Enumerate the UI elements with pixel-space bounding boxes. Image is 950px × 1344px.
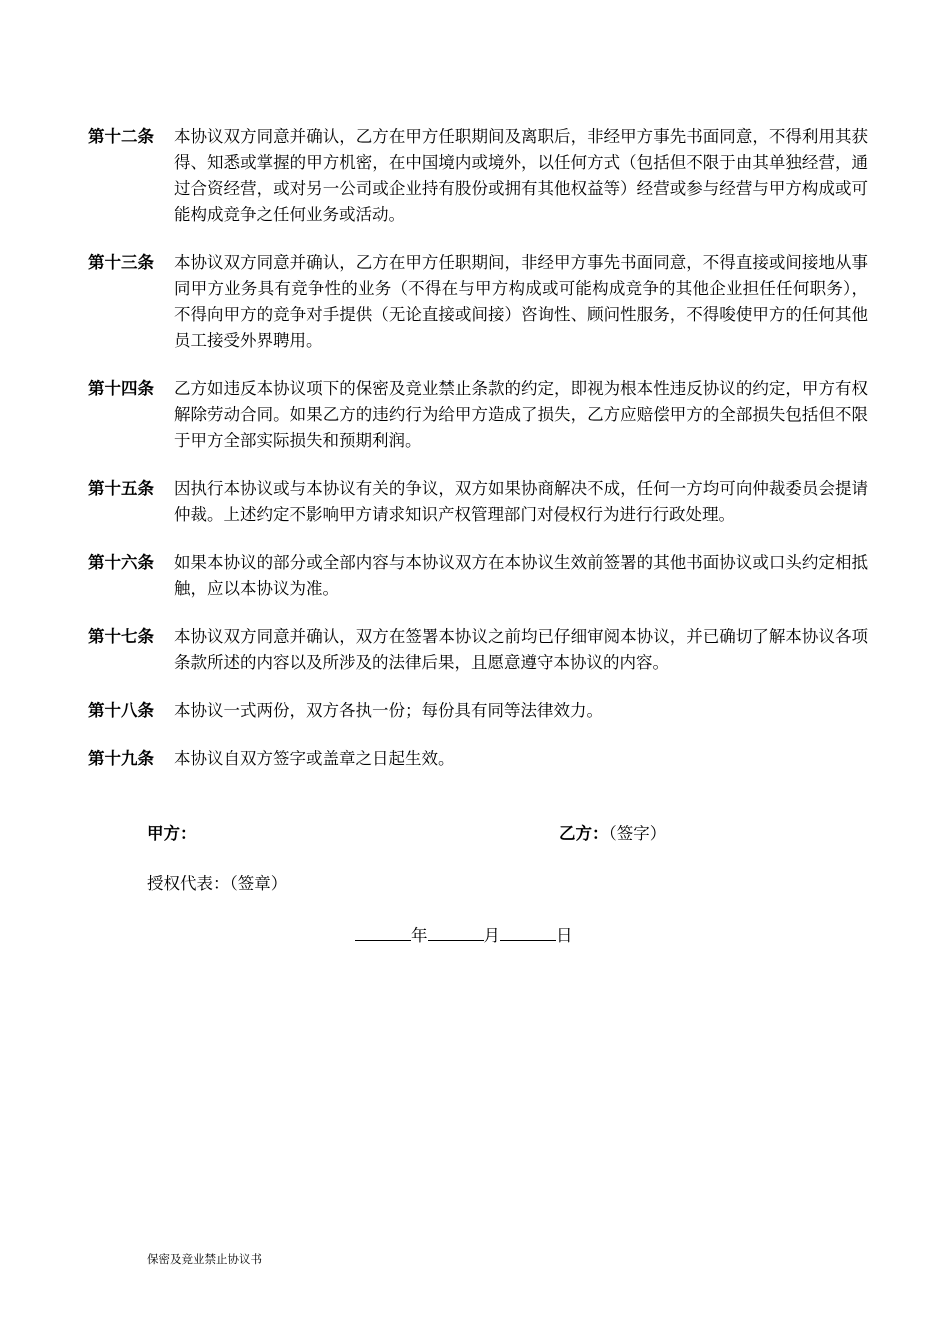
clause-number: 第十五条 <box>88 479 154 498</box>
party-a-label: 甲方： <box>147 824 197 843</box>
clause-number: 第十八条 <box>88 701 154 720</box>
clause-text: 如果本协议的部分或全部内容与本协议双方在本协议生效前签署的其他书面协议或口头约定相抵触，应以本协议为准。 <box>174 553 868 598</box>
party-a-signature <box>147 821 197 847</box>
clause-16 <box>88 550 868 602</box>
clause-text: 本协议双方同意并确认，乙方在甲方任职期间，非经甲方事先书面同意，不得直接或间接地从事同甲方业务具有竞争性的业务（不得在与甲方构成或可能构成竞争的其他企业担任任何职务），不得向甲方的竞争对手提供（无论直接或间接）咨询性、顾问性服务，不得唆使甲方的任何其他员工接受外界聘用。 <box>174 253 868 350</box>
clause-text: 本协议双方同意并确认，双方在签署本协议之前均已仔细审阅本协议，并已确切了解本协议各项条款所述的内容以及所涉及的法律后果，且愿意遵守本协议的内容。 <box>174 627 868 672</box>
signing-date <box>355 920 573 949</box>
day-blank <box>500 920 556 941</box>
clause-17 <box>88 624 868 676</box>
clause-number: 第十四条 <box>88 379 154 398</box>
clause-text: 因执行本协议或与本协议有关的争议，双方如果协商解决不成，任何一方均可向仲裁委员会提请仲裁。上述约定不影响甲方请求知识产权管理部门对侵权行为进行行政处理。 <box>174 479 868 524</box>
party-b-note: （签字） <box>608 824 667 843</box>
clause-number: 第十九条 <box>88 749 154 768</box>
year-blank <box>355 920 411 941</box>
party-b-label: 乙方： <box>559 824 609 843</box>
clause-number: 第十七条 <box>88 627 154 646</box>
clause-number: 第十二条 <box>88 127 154 146</box>
month-blank <box>428 920 484 941</box>
day-label: 日 <box>556 926 573 945</box>
clause-13 <box>88 250 868 354</box>
clause-14 <box>88 376 868 454</box>
clause-text: 乙方如违反本协议项下的保密及竞业禁止条款的约定，即视为根本性违反协议的约定，甲方有权解除劳动合同。如果乙方的违约行为给甲方造成了损失，乙方应赔偿甲方的全部损失包括但不限于甲方全部实际损失和预期利润。 <box>174 379 868 450</box>
clause-list <box>88 124 868 794</box>
authorized-representative: 授权代表：（签章） <box>147 874 288 893</box>
clause-number: 第十六条 <box>88 553 154 572</box>
month-label: 月 <box>483 926 500 945</box>
clause-18 <box>88 698 868 724</box>
clause-number: 第十三条 <box>88 253 154 272</box>
page-footer: 保密及竞业禁止协议书 <box>147 1252 262 1266</box>
clause-text: 本协议双方同意并确认，乙方在甲方任职期间及离职后，非经甲方事先书面同意，不得利用其获得、知悉或掌握的甲方机密，在中国境内或境外，以任何方式（包括但不限于由其单独经营，通过合资经营，或对另一公司或企业持有股份或拥有其他权益等）经营或参与经营与甲方构成或可能构成竞争之任何业务或活动。 <box>174 127 868 224</box>
year-label: 年 <box>411 926 428 945</box>
clause-15 <box>88 476 868 528</box>
party-b-signature <box>559 821 666 847</box>
clause-19 <box>88 746 868 772</box>
clause-text: 本协议自双方签字或盖章之日起生效。 <box>174 749 455 768</box>
clause-12 <box>88 124 868 228</box>
clause-text: 本协议一式两份，双方各执一份；每份具有同等法律效力。 <box>174 701 603 720</box>
